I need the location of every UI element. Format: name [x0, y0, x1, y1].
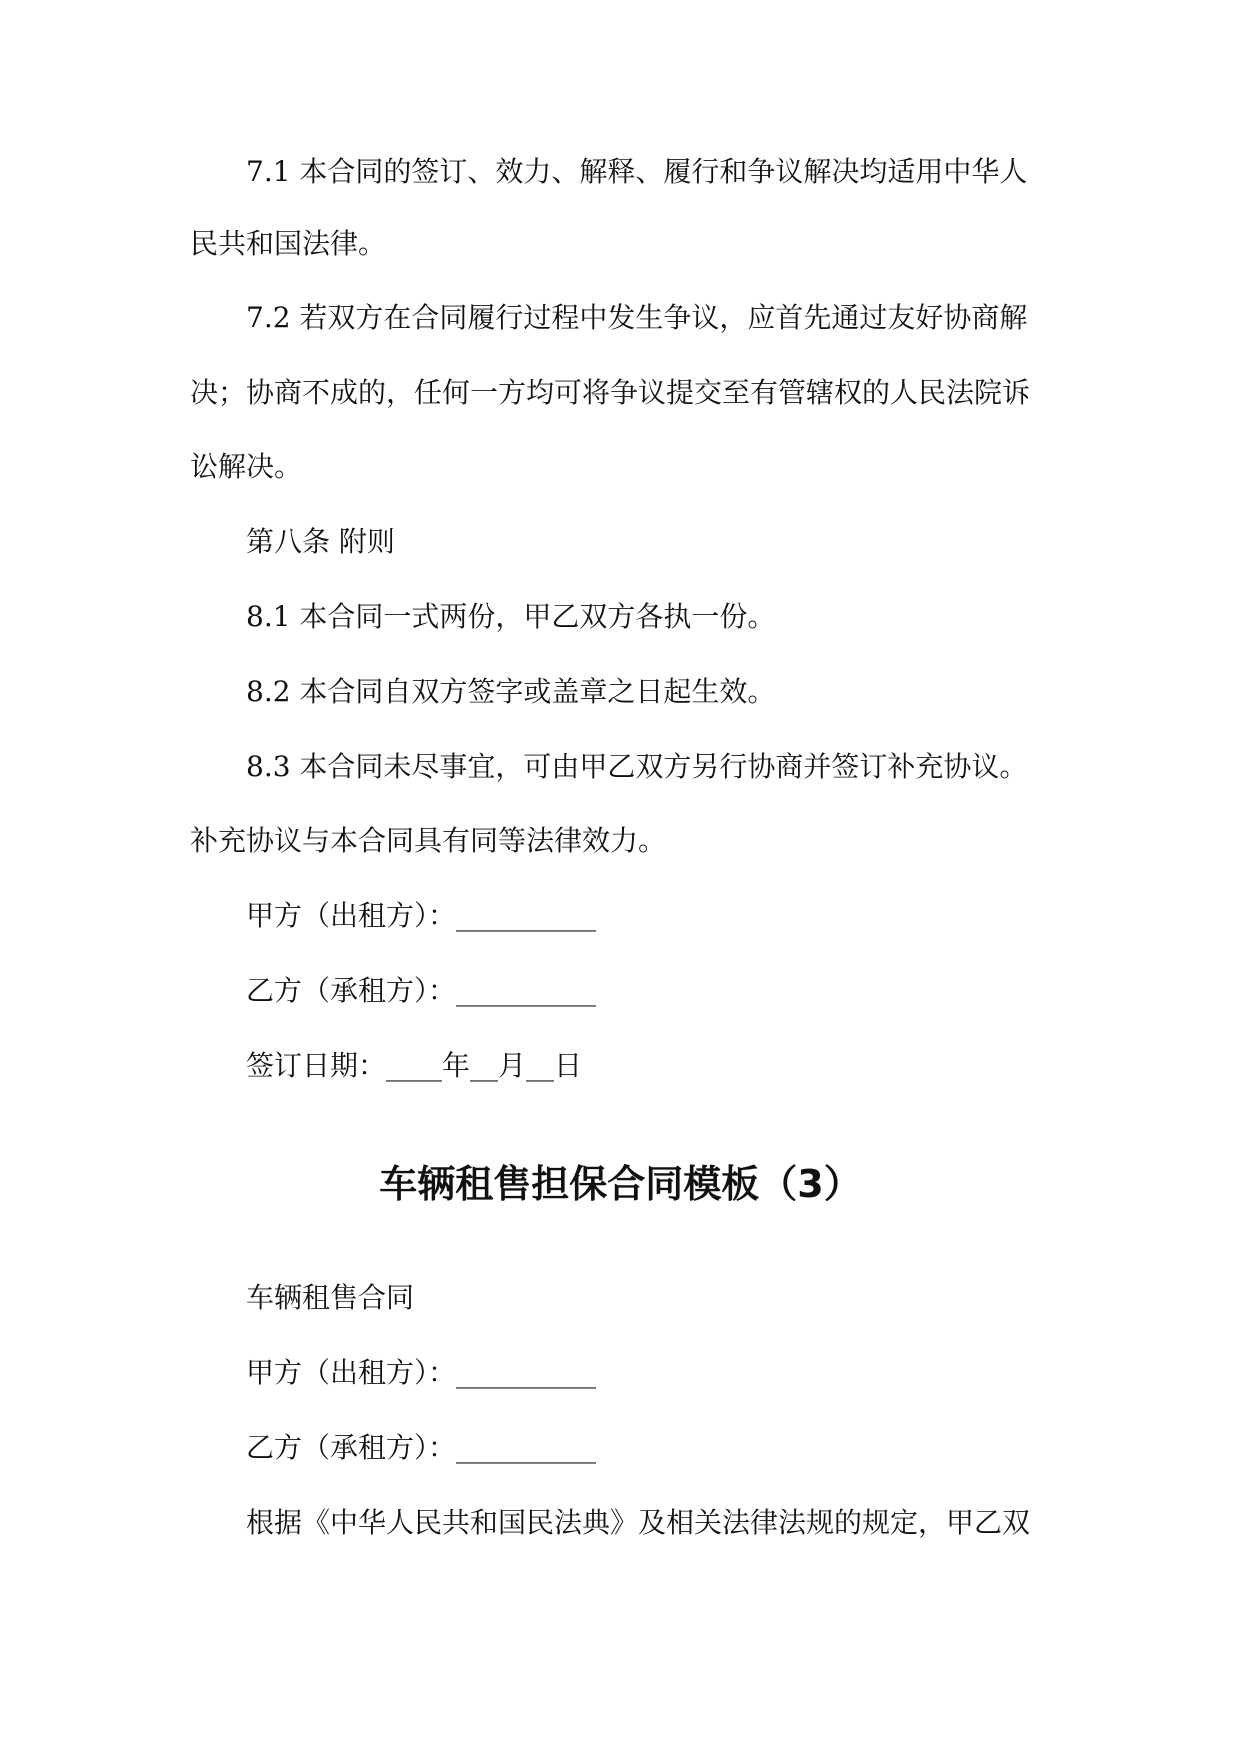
clause-7-1-line-2: 民共和国法律。 [190, 227, 387, 260]
clause-7-1-line-1: 7.1 本合同的签订、效力、解释、履行和争议解决均适用中华人 [246, 155, 1028, 188]
signature-party-b: 乙方（承租方）：__________ [246, 974, 597, 1007]
contract-subtitle: 车辆租售合同 [246, 1281, 415, 1314]
clause-7-2-line-3: 讼解决。 [190, 450, 303, 483]
party-b-line: 乙方（承租方）：__________ [246, 1431, 597, 1464]
preamble-line-1: 根据《中华人民共和国民法典》及相关法律法规的规定，甲乙双 [246, 1506, 1031, 1539]
clause-8-1: 8.1 本合同一式两份，甲乙双方各执一份。 [246, 600, 776, 633]
clause-8-3-line-1: 8.3 本合同未尽事宜，可由甲乙双方另行协商并签订补充协议。 [246, 750, 1028, 783]
clause-8-3-line-2: 补充协议与本合同具有同等法律效力。 [190, 824, 667, 857]
signature-party-a: 甲方（出租方）：__________ [246, 899, 597, 932]
article-8-heading: 第八条 附则 [246, 525, 395, 558]
signature-date: 签订日期：____年__月__日 [246, 1049, 583, 1082]
section-title: 车辆租售担保合同模板（3） [379, 1162, 862, 1206]
party-a-line: 甲方（出租方）：__________ [246, 1356, 597, 1389]
clause-7-2-line-2: 决；协商不成的，任何一方均可将争议提交至有管辖权的人民法院诉 [190, 376, 1031, 409]
clause-7-2-line-1: 7.2 若双方在合同履行过程中发生争议，应首先通过友好协商解 [246, 301, 1028, 334]
clause-8-2: 8.2 本合同自双方签字或盖章之日起生效。 [246, 675, 776, 708]
